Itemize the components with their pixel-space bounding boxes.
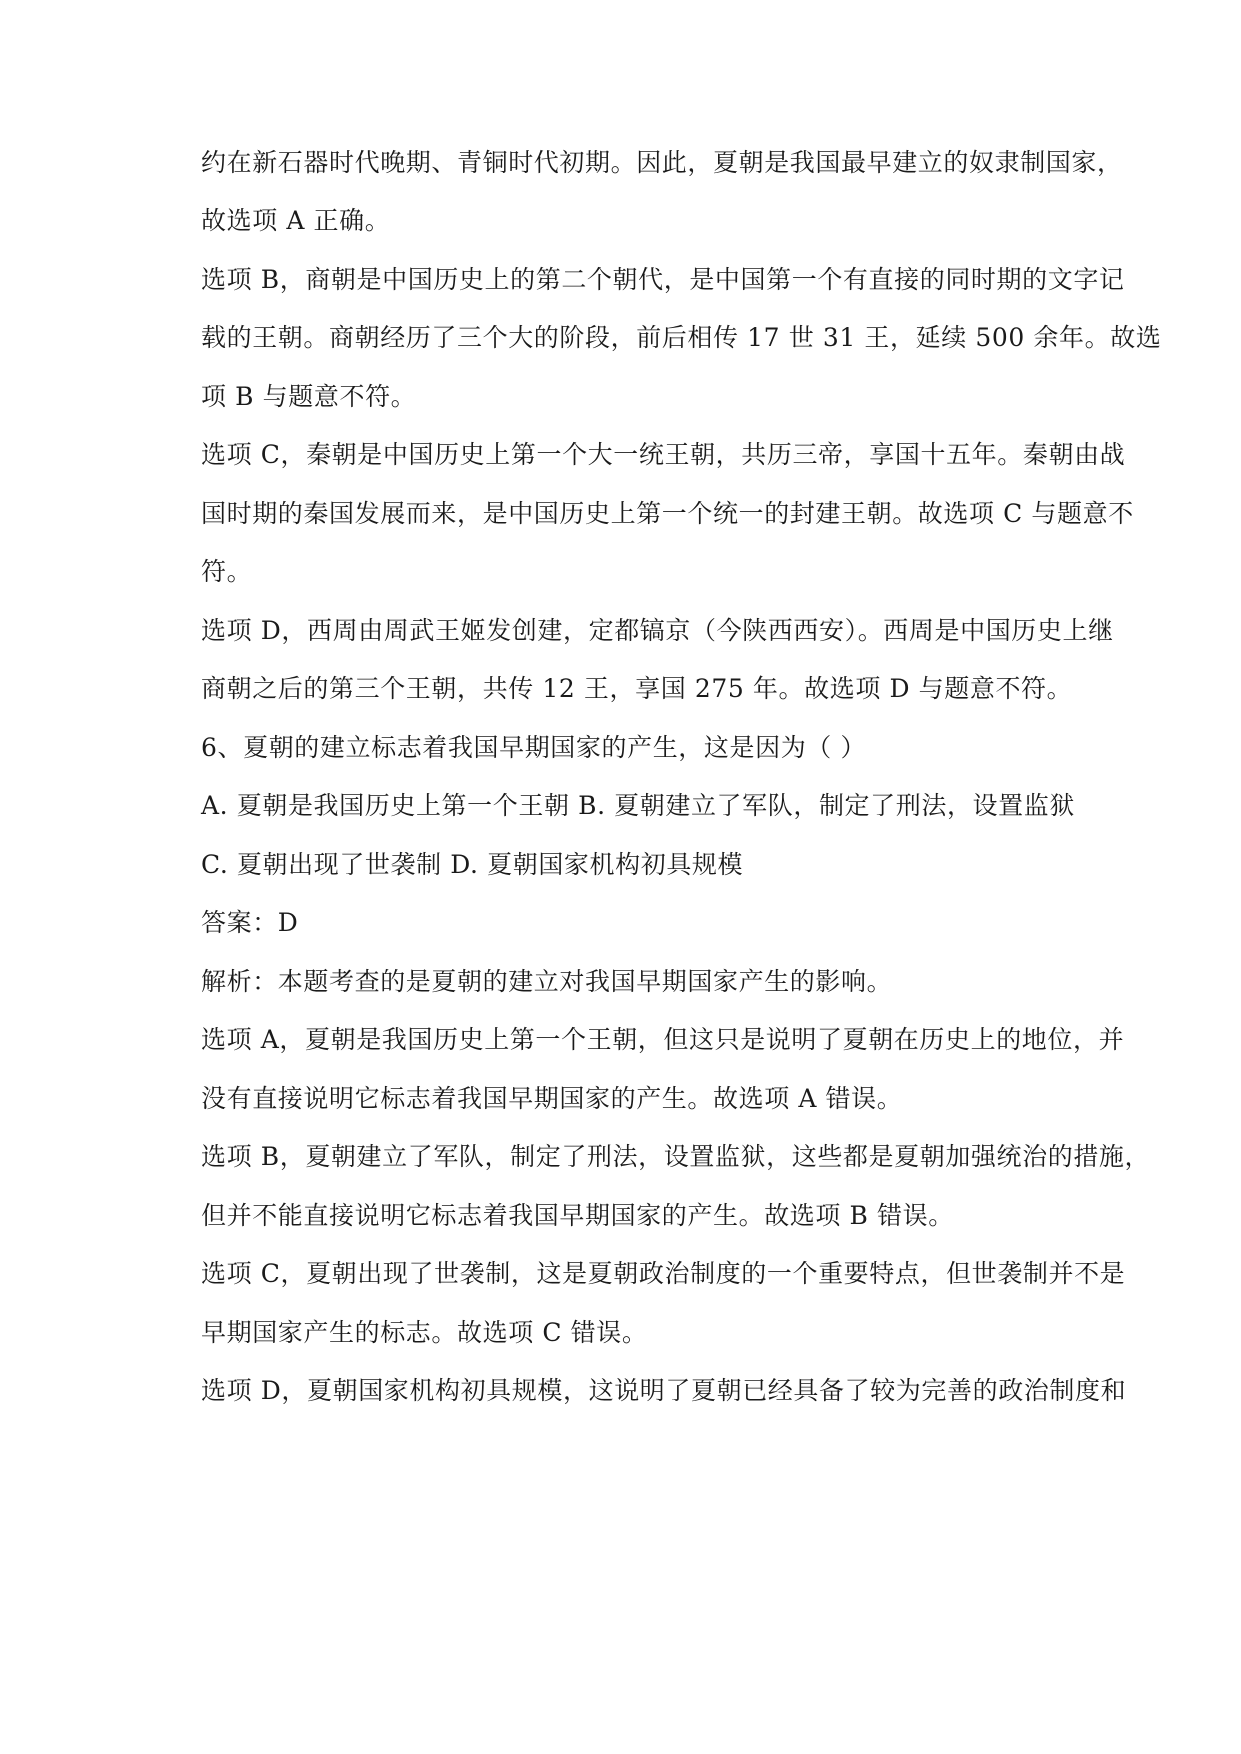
paragraph-line: 选项 D，西周由周武王姬发创建，定都镐京（今陕西西安）。西周是中国历史上继 bbox=[201, 616, 1114, 645]
paragraph-line: 选项 B，夏朝建立了军队，制定了刑法，设置监狱，这些都是夏朝加强统治的措施， bbox=[201, 1142, 1151, 1171]
paragraph-line: 载的王朝。商朝经历了三个大的阶段，前后相传 17 世 31 王，延续 500 余年。故选 bbox=[201, 323, 1162, 352]
paragraph-line: 但并不能直接说明它标志着我国早期国家的产生。故选项 B 错误。 bbox=[201, 1201, 954, 1230]
paragraph-line: 没有直接说明它标志着我国早期国家的产生。故选项 A 错误。 bbox=[201, 1084, 903, 1113]
options-line: A. 夏朝是我国历史上第一个王朝 B. 夏朝建立了军队，制定了刑法，设置监狱 bbox=[201, 791, 1075, 820]
paragraph-line: 约在新石器时代晚期、青铜时代初期。因此，夏朝是我国最早建立的奴隶制国家， bbox=[201, 148, 1123, 177]
paragraph-line: 选项 A，夏朝是我国历史上第一个王朝，但这只是说明了夏朝在历史上的地位，并 bbox=[201, 1025, 1125, 1054]
paragraph-line: 项 B 与题意不符。 bbox=[201, 382, 417, 411]
analysis-line: 解析：本题考查的是夏朝的建立对我国早期国家产生的影响。 bbox=[201, 967, 893, 996]
paragraph-line: 商朝之后的第三个王朝，共传 12 王，享国 275 年。故选项 D 与题意不符。 bbox=[201, 674, 1073, 703]
paragraph-line: 选项 D，夏朝国家机构初具规模，这说明了夏朝已经具备了较为完善的政治制度和 bbox=[201, 1376, 1127, 1405]
paragraph-line: 故选项 A 正确。 bbox=[201, 206, 391, 235]
paragraph-line: 选项 C，夏朝出现了世袭制，这是夏朝政治制度的一个重要特点，但世袭制并不是 bbox=[201, 1259, 1126, 1288]
answer-line: 答案：D bbox=[201, 908, 299, 937]
options-line: C. 夏朝出现了世袭制 D. 夏朝国家机构初具规模 bbox=[201, 850, 744, 879]
paragraph-line: 早期国家产生的标志。故选项 C 错误。 bbox=[201, 1318, 648, 1347]
paragraph-line: 国时期的秦国发展而来，是中国历史上第一个统一的封建王朝。故选项 C 与题意不 bbox=[201, 499, 1134, 528]
paragraph-line: 选项 B，商朝是中国历史上的第二个朝代，是中国第一个有直接的同时期的文字记 bbox=[201, 265, 1125, 294]
paragraph-line: 符。 bbox=[201, 557, 253, 586]
paragraph-line: 选项 C，秦朝是中国历史上第一个大一统王朝，共历三帝，享国十五年。秦朝由战 bbox=[201, 440, 1126, 469]
question-line: 6、夏朝的建立标志着我国早期国家的产生，这是因为（ ） bbox=[201, 733, 867, 762]
